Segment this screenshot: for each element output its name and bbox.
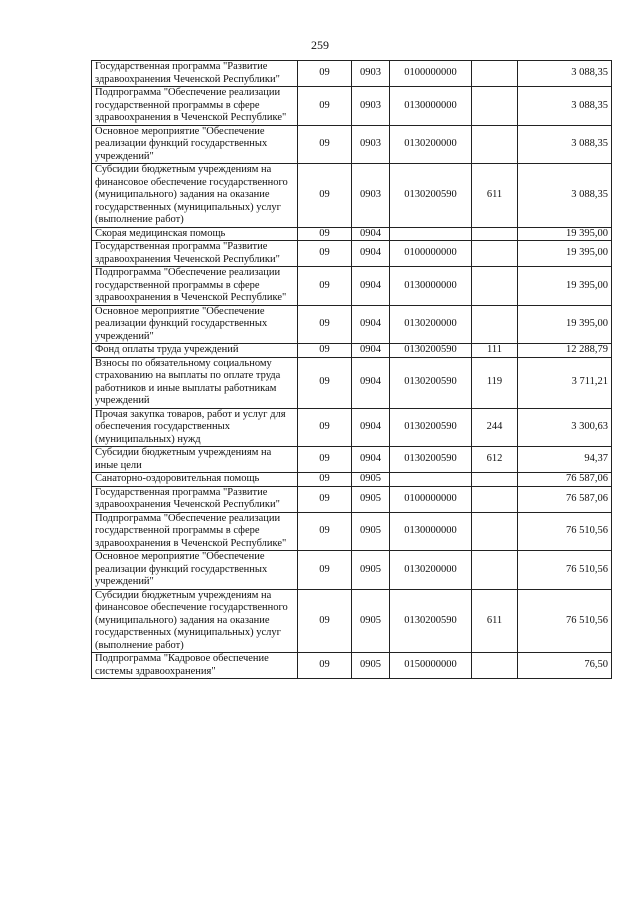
row-name: Государственная программа "Развитие здравоохранения Чеченской Республики" <box>92 486 298 512</box>
row-name: Прочая закупка товаров, работ и услуг для обеспечения государственных (муниципальных) нужд <box>92 408 298 447</box>
row-section-code: 09 <box>298 241 352 267</box>
row-expense-type-code <box>472 267 518 306</box>
row-amount: 3 088,35 <box>518 164 612 228</box>
row-expense-type-code: 244 <box>472 408 518 447</box>
row-expense-type-code <box>472 486 518 512</box>
row-subsection-code: 0904 <box>352 357 390 408</box>
row-target-item-code: 0130200590 <box>390 357 472 408</box>
row-expense-type-code <box>472 473 518 487</box>
row-amount: 19 395,00 <box>518 241 612 267</box>
row-name: Основное мероприятие "Обеспечение реализации функций государственных учреждений" <box>92 305 298 344</box>
row-subsection-code: 0904 <box>352 227 390 241</box>
row-target-item-code <box>390 473 472 487</box>
row-target-item-code <box>390 227 472 241</box>
row-target-item-code: 0130200590 <box>390 589 472 653</box>
table-row <box>92 653 612 679</box>
row-section-code: 09 <box>298 551 352 590</box>
row-amount: 3 088,35 <box>518 125 612 164</box>
row-subsection-code: 0904 <box>352 241 390 267</box>
row-section-code: 09 <box>298 486 352 512</box>
row-target-item-code: 0130200590 <box>390 447 472 473</box>
row-amount: 12 288,79 <box>518 344 612 358</box>
row-subsection-code: 0904 <box>352 344 390 358</box>
page-number: 259 <box>311 38 329 52</box>
row-expense-type-code <box>472 305 518 344</box>
row-subsection-code: 0905 <box>352 551 390 590</box>
row-target-item-code: 0130200590 <box>390 164 472 228</box>
row-subsection-code: 0904 <box>352 447 390 473</box>
row-name: Субсидии бюджетным учреждениям на иные цели <box>92 447 298 473</box>
row-subsection-code: 0905 <box>352 473 390 487</box>
row-expense-type-code <box>472 512 518 551</box>
row-section-code: 09 <box>298 473 352 487</box>
row-name: Фонд оплаты труда учреждений <box>92 344 298 358</box>
row-expense-type-code: 612 <box>472 447 518 473</box>
row-target-item-code: 0130200000 <box>390 551 472 590</box>
row-name: Субсидии бюджетным учреждениям на финансовое обеспечение государственного (муниципального) задания на оказание государственных (муниципальных) услуг (выполнение работ) <box>92 164 298 228</box>
table-row <box>92 551 612 590</box>
row-target-item-code: 0130200590 <box>390 344 472 358</box>
row-amount: 76,50 <box>518 653 612 679</box>
row-subsection-code: 0904 <box>352 408 390 447</box>
table-row <box>92 267 612 306</box>
row-target-item-code: 0130200000 <box>390 125 472 164</box>
row-expense-type-code: 611 <box>472 589 518 653</box>
row-name: Санаторно-оздоровительная помощь <box>92 473 298 487</box>
row-name: Государственная программа "Развитие здравоохранения Чеченской Республики" <box>92 61 298 87</box>
table-row <box>92 408 612 447</box>
row-subsection-code: 0903 <box>352 164 390 228</box>
row-subsection-code: 0905 <box>352 512 390 551</box>
row-name: Государственная программа "Развитие здравоохранения Чеченской Республики" <box>92 241 298 267</box>
table-row <box>92 512 612 551</box>
table-row <box>92 486 612 512</box>
row-amount: 94,37 <box>518 447 612 473</box>
row-subsection-code: 0904 <box>352 267 390 306</box>
row-expense-type-code <box>472 87 518 126</box>
row-amount: 76 587,06 <box>518 486 612 512</box>
row-expense-type-code <box>472 551 518 590</box>
row-target-item-code: 0130000000 <box>390 512 472 551</box>
table-row <box>92 305 612 344</box>
row-amount: 76 510,56 <box>518 589 612 653</box>
row-section-code: 09 <box>298 447 352 473</box>
row-subsection-code: 0904 <box>352 305 390 344</box>
row-name: Основное мероприятие "Обеспечение реализации функций государственных учреждений" <box>92 125 298 164</box>
row-amount: 19 395,00 <box>518 267 612 306</box>
row-section-code: 09 <box>298 227 352 241</box>
row-amount: 76 510,56 <box>518 512 612 551</box>
row-section-code: 09 <box>298 305 352 344</box>
row-target-item-code: 0130200590 <box>390 408 472 447</box>
row-subsection-code: 0903 <box>352 87 390 126</box>
row-section-code: 09 <box>298 589 352 653</box>
row-section-code: 09 <box>298 653 352 679</box>
row-name: Подпрограмма "Обеспечение реализации государственной программы в сфере здравоохранения в Чеченской Республике" <box>92 87 298 126</box>
row-section-code: 09 <box>298 61 352 87</box>
table-row <box>92 447 612 473</box>
row-subsection-code: 0903 <box>352 125 390 164</box>
table-row <box>92 87 612 126</box>
row-section-code: 09 <box>298 267 352 306</box>
table-row <box>92 164 612 228</box>
table-row <box>92 473 612 487</box>
row-subsection-code: 0905 <box>352 589 390 653</box>
row-amount: 3 711,21 <box>518 357 612 408</box>
row-expense-type-code: 111 <box>472 344 518 358</box>
row-amount: 19 395,00 <box>518 305 612 344</box>
row-target-item-code: 0130200000 <box>390 305 472 344</box>
row-amount: 76 587,06 <box>518 473 612 487</box>
row-amount: 76 510,56 <box>518 551 612 590</box>
row-name: Подпрограмма "Обеспечение реализации государственной программы в сфере здравоохранения в Чеченской Республике" <box>92 267 298 306</box>
row-subsection-code: 0905 <box>352 653 390 679</box>
row-amount: 19 395,00 <box>518 227 612 241</box>
row-amount: 3 088,35 <box>518 87 612 126</box>
row-subsection-code: 0905 <box>352 486 390 512</box>
row-expense-type-code: 119 <box>472 357 518 408</box>
table-row <box>92 61 612 87</box>
row-expense-type-code <box>472 227 518 241</box>
row-name: Взносы по обязательному социальному страхованию на выплаты по оплате труда работников и иные выплаты работникам учреждений <box>92 357 298 408</box>
row-amount: 3 088,35 <box>518 61 612 87</box>
row-name: Скорая медицинская помощь <box>92 227 298 241</box>
table-row <box>92 241 612 267</box>
row-amount: 3 300,63 <box>518 408 612 447</box>
row-section-code: 09 <box>298 344 352 358</box>
row-expense-type-code <box>472 125 518 164</box>
row-target-item-code: 0130000000 <box>390 267 472 306</box>
row-section-code: 09 <box>298 357 352 408</box>
table-row <box>92 357 612 408</box>
row-target-item-code: 0150000000 <box>390 653 472 679</box>
row-section-code: 09 <box>298 87 352 126</box>
row-name: Подпрограмма "Обеспечение реализации государственной программы в сфере здравоохранения в Чеченской Республике" <box>92 512 298 551</box>
row-name: Подпрограмма "Кадровое обеспечение системы здравоохранения" <box>92 653 298 679</box>
table-row <box>92 589 612 653</box>
row-subsection-code: 0903 <box>352 61 390 87</box>
row-target-item-code: 0100000000 <box>390 241 472 267</box>
row-name: Основное мероприятие "Обеспечение реализации функций государственных учреждений" <box>92 551 298 590</box>
row-expense-type-code <box>472 61 518 87</box>
budget-table <box>91 60 612 679</box>
table-row <box>92 227 612 241</box>
row-expense-type-code: 611 <box>472 164 518 228</box>
row-section-code: 09 <box>298 164 352 228</box>
row-name: Субсидии бюджетным учреждениям на финансовое обеспечение государственного (муниципального) задания на оказание государственных (муниципальных) услуг (выполнение работ) <box>92 589 298 653</box>
row-section-code: 09 <box>298 125 352 164</box>
row-expense-type-code <box>472 241 518 267</box>
budget-table-body <box>92 61 612 679</box>
table-row <box>92 344 612 358</box>
row-expense-type-code <box>472 653 518 679</box>
row-target-item-code: 0100000000 <box>390 61 472 87</box>
row-section-code: 09 <box>298 512 352 551</box>
row-section-code: 09 <box>298 408 352 447</box>
table-row <box>92 125 612 164</box>
row-target-item-code: 0130000000 <box>390 87 472 126</box>
row-target-item-code: 0100000000 <box>390 486 472 512</box>
